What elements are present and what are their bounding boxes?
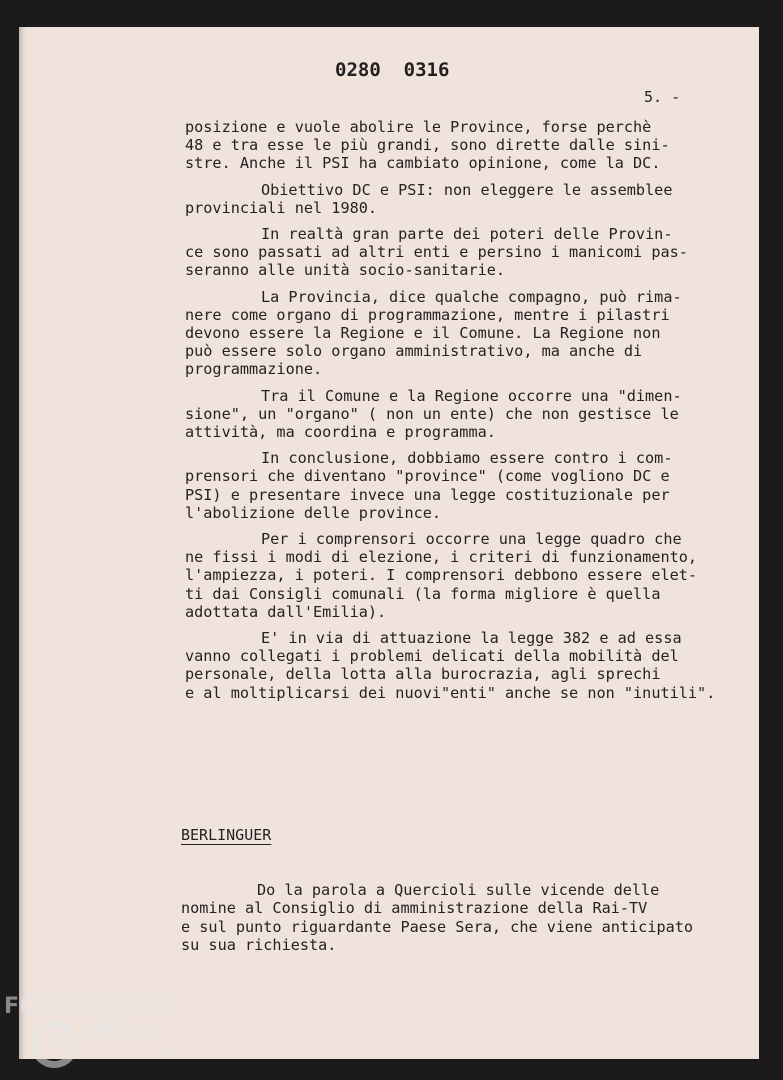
- text-line: stre. Anche il PSI ha cambiato opinione, come la DC.: [185, 154, 661, 173]
- paragraph-5: [185, 387, 745, 442]
- text-line: vanno collegati i problemi delicati della mobilità del: [185, 647, 679, 666]
- paragraph-8: [185, 629, 745, 702]
- text-line: e al moltiplicarsi dei nuovi"enti" anche se non "inutili".: [185, 683, 716, 702]
- text-line: Per i comprensori occorre una legge quadro che: [261, 530, 682, 549]
- text-line: adottata dall'Emilia).: [185, 602, 387, 621]
- paragraph-6: [185, 449, 745, 522]
- text-line: prensori che diventano "province" (come vogliono DC e: [185, 467, 670, 486]
- text-line: e sul punto riguardante Paese Sera, che viene anticipato: [181, 917, 694, 936]
- paragraph-7: [185, 530, 745, 621]
- text-line: ti dai Consigli comunali (la forma migliore è quella: [185, 584, 661, 603]
- text-line: attività, ma coordina e programma.: [185, 423, 496, 442]
- page-number: 5. -: [644, 88, 681, 106]
- text-line: sione", un "organo" ( non un ente) che non gestisce le: [185, 404, 679, 423]
- text-line: nere come organo di programmazione, mentre i pilastri: [185, 305, 670, 324]
- paragraph-4: [185, 288, 745, 379]
- closing-paragraph: [181, 881, 741, 955]
- text-line: E' in via di attuazione la legge 382 e ad essa: [261, 629, 682, 648]
- text-line: provinciali nel 1980.: [185, 198, 378, 217]
- text-line: seranno alle unità socio-sanitarie.: [185, 261, 506, 280]
- text-line: ne fissi i modi di elezione, i criteri di funzionamento,: [185, 548, 698, 567]
- text-line: 48 e tra esse le più grandi, sono dirette dalle sini-: [185, 136, 670, 155]
- text-line: In conclusione, dobbiamo essere contro i com-: [261, 449, 673, 468]
- text-line: programmazione.: [185, 360, 323, 379]
- text-line: personale, della lotta alla burocrazia, agli sprechi: [185, 665, 661, 684]
- text-line: Do la parola a Quercioli sulle vicende delle: [257, 881, 660, 899]
- speaker-heading: BERLINGUER: [181, 826, 272, 844]
- watermark-suffix: onlus: [156, 1050, 183, 1061]
- text-line: devono essere la Regione e il Comune. La Regione non: [185, 324, 661, 343]
- text-line: ce sono passati ad altri enti e persino i manicomi pas-: [185, 243, 688, 262]
- watermark-line1: FONDAZIONE: [4, 994, 173, 1019]
- paragraph-2: [185, 181, 745, 217]
- text-line: Obiettivo DC e PSI: non eleggere le assemblee: [261, 180, 673, 199]
- text-line: PSI) e presentare invece una legge costituzionale per: [185, 485, 670, 504]
- paragraph-1: [185, 118, 745, 173]
- text-line: La Provincia, dice qualche compagno, può rima-: [261, 287, 682, 306]
- text-line: può essere solo organo amministrativo, ma anche di: [185, 342, 643, 361]
- text-line: nomine al Consiglio di amministrazione della Rai-TV: [181, 899, 648, 918]
- watermark-line2: RAMSCI: [58, 1020, 158, 1045]
- text-line: l'ampiezza, i poteri. I comprensori debbono essere elet-: [185, 566, 698, 585]
- text-line: Tra il Comune e la Regione occorre una "dimen-: [261, 386, 682, 405]
- text-line: posizione e vuole abolire le Province, forse perchè: [185, 118, 652, 136]
- fondazione-gramsci-watermark: [0, 994, 200, 1080]
- paragraph-3: [185, 225, 745, 280]
- text-line: su sua richiesta.: [181, 936, 337, 955]
- body-text: [185, 118, 745, 710]
- text-line: In realtà gran parte dei poteri delle Provin-: [261, 225, 673, 244]
- document-code: 0280 0316: [335, 59, 450, 81]
- text-line: l'abolizione delle province.: [185, 503, 442, 522]
